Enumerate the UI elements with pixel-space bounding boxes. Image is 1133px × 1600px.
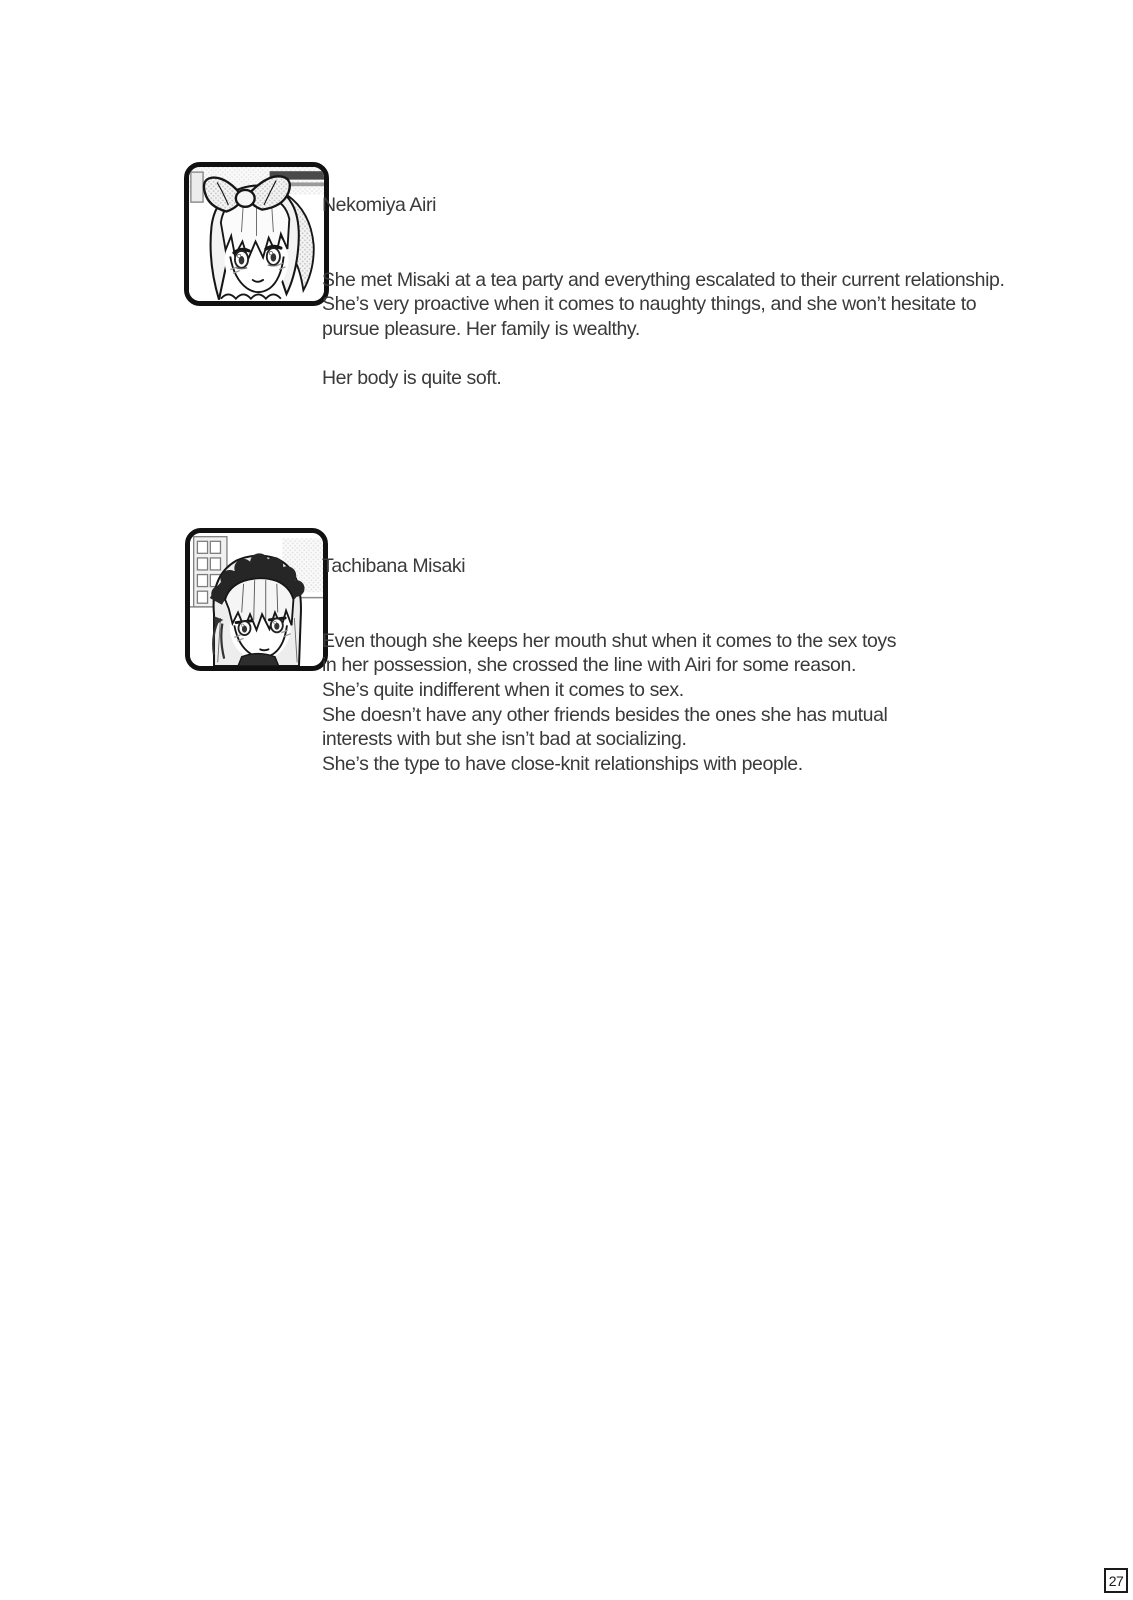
airi-portrait-illustration-icon bbox=[189, 167, 324, 301]
description-line: She’s the type to have close-knit relationships with people. bbox=[322, 753, 803, 776]
description-line: pursue pleasure. Her family is wealthy. bbox=[322, 317, 640, 340]
description-line: She’s quite indifferent when it comes to sex. bbox=[322, 678, 684, 701]
misaki-portrait-illustration-icon bbox=[190, 533, 323, 666]
description-line: She’s very proactive when it comes to naughty things, and she won’t hesitate to bbox=[322, 293, 977, 316]
character-description-airi bbox=[322, 268, 1004, 392]
misaki-bio-text bbox=[322, 505, 896, 826]
airi-bio-text bbox=[322, 144, 1004, 440]
description-line bbox=[322, 342, 1004, 367]
page-number-badge bbox=[1104, 1568, 1128, 1593]
character-name-misaki: Tachibana Misaki bbox=[322, 555, 466, 578]
description-line: Even though she keeps her mouth shut when it comes to the sex toys bbox=[322, 629, 897, 652]
character-name-airi: Nekomiya Airi bbox=[322, 194, 436, 217]
description-line: in her possession, she crossed the line with Airi for some reason. bbox=[322, 654, 856, 677]
tachibana-misaki-portrait bbox=[185, 528, 328, 671]
description-line: interests with but she isn’t bad at socializing. bbox=[322, 728, 687, 751]
description-line: She met Misaki at a tea party and everything escalated to their current relationship. bbox=[322, 268, 1005, 291]
character-description-misaki bbox=[322, 629, 896, 777]
page-number: 27 bbox=[1108, 1572, 1124, 1589]
description-line: Her body is quite soft. bbox=[322, 367, 502, 390]
description-line: She doesn’t have any other friends besides the ones she has mutual bbox=[322, 703, 888, 726]
nekomiya-airi-portrait bbox=[184, 162, 329, 306]
